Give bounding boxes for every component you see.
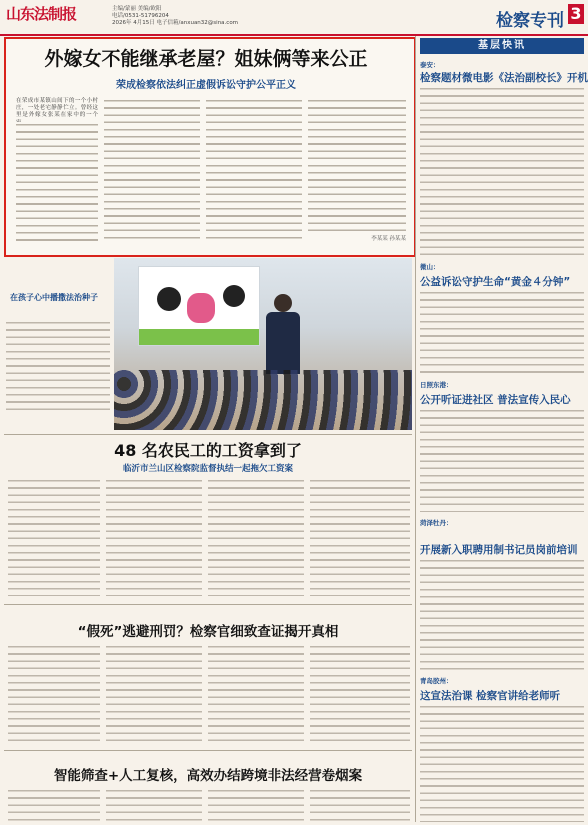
smart-body-col1 bbox=[8, 788, 100, 822]
smart-title[interactable]: 智能筛查+人工复核，高效办结跨境非法经营卷烟案 bbox=[53, 768, 363, 784]
fake-body-col1 bbox=[8, 644, 100, 744]
quick-body-1 bbox=[420, 86, 584, 256]
panda-illustration-2 bbox=[223, 285, 245, 307]
quick-place-1: 泰安： bbox=[420, 61, 440, 69]
fake-body-col2 bbox=[106, 644, 202, 744]
wages-body-col4 bbox=[310, 478, 410, 596]
phone-info: 电话/0531-51796204 bbox=[112, 13, 169, 19]
classroom-photo bbox=[114, 258, 412, 430]
divider bbox=[4, 604, 412, 605]
quick-body-3 bbox=[420, 408, 584, 512]
smart-body-col4 bbox=[310, 788, 410, 822]
quick-body-5 bbox=[420, 704, 584, 822]
wages-body-col3 bbox=[208, 478, 304, 596]
fake-body-col4 bbox=[310, 644, 410, 744]
quick-place-2: 微山： bbox=[420, 263, 440, 271]
fake-death-title[interactable]: “假死”逃避刑罚？检察官细致查证揭开真相 bbox=[77, 624, 339, 640]
quick-title-5[interactable]: 这宣法治课 检察官讲给老师听 bbox=[420, 690, 561, 702]
divider bbox=[4, 750, 412, 751]
lead-subtitle: 荣成检察依法纠正虚假诉讼守护公平正义 bbox=[116, 80, 296, 91]
smart-body-col2 bbox=[106, 788, 202, 822]
wages-body-col2 bbox=[106, 478, 202, 596]
speaker-head bbox=[274, 294, 292, 312]
speaker-body bbox=[266, 312, 300, 374]
lead-body-col4 bbox=[308, 98, 406, 234]
quick-title-4[interactable]: 开展新入职聘用制书记员岗前培训 bbox=[420, 544, 578, 556]
quick-place-5: 青岛胶州： bbox=[420, 677, 453, 685]
lead-body-col1 bbox=[16, 122, 98, 242]
quick-place-4: 菏泽牡丹： bbox=[420, 519, 453, 527]
newspaper-logo: 山东法制报 bbox=[6, 5, 77, 23]
projection-screen bbox=[138, 266, 260, 346]
quick-title-3[interactable]: 公开听证进社区 普法宣传入民心 bbox=[420, 394, 571, 406]
photo-story-text bbox=[6, 320, 110, 410]
lead-body-col2 bbox=[104, 98, 200, 242]
wages-title[interactable]: 48 名农民工的工资拿到了 bbox=[114, 441, 302, 460]
page-number: 3 bbox=[568, 4, 584, 24]
smart-body-col3 bbox=[208, 788, 304, 822]
lead-title[interactable]: 外嫁女不能继承老屋？姐妹俩等来公正 bbox=[44, 48, 368, 70]
quick-body-2 bbox=[420, 290, 584, 374]
column-divider bbox=[415, 36, 416, 822]
students-audience bbox=[114, 370, 412, 430]
quick-news-header: 基层快讯 bbox=[420, 38, 584, 54]
grass-illustration bbox=[139, 329, 259, 345]
date-email: 2026年 4月15日 电子信箱/anxuan32@sina.com bbox=[112, 20, 239, 26]
quick-title-2[interactable]: 公益诉讼守护生命“黄金４分钟” bbox=[420, 276, 571, 288]
wages-subtitle: 临沂市兰山区检察院监督执结一起拖欠工资案 bbox=[122, 464, 293, 474]
fake-body-col3 bbox=[208, 644, 304, 744]
wages-body-col1 bbox=[8, 478, 100, 596]
section-title: 检察专刊 bbox=[496, 11, 564, 31]
quick-place-3: 日照东港： bbox=[420, 381, 453, 389]
quick-body-4 bbox=[420, 558, 584, 670]
cartoon-illustration bbox=[187, 293, 215, 323]
panda-illustration bbox=[157, 287, 181, 311]
lead-body-col3 bbox=[206, 98, 302, 242]
quick-title-1[interactable]: 检察题材微电影《法治副校长》开机 bbox=[420, 72, 588, 84]
editor-info: 主编/蒙丽 美编/欧阳 bbox=[112, 6, 162, 12]
photo-caption: 在孩子心中播撒法治种子 bbox=[10, 293, 98, 302]
lead-byline: 李某某 孙某某 bbox=[371, 236, 406, 242]
lead-opening: 在荣成市某镇山间下的一个小村庄，一处老宅静静伫立。曾经这里是外嫁女张某在家中的一个 bbox=[16, 98, 98, 119]
divider bbox=[4, 434, 412, 435]
